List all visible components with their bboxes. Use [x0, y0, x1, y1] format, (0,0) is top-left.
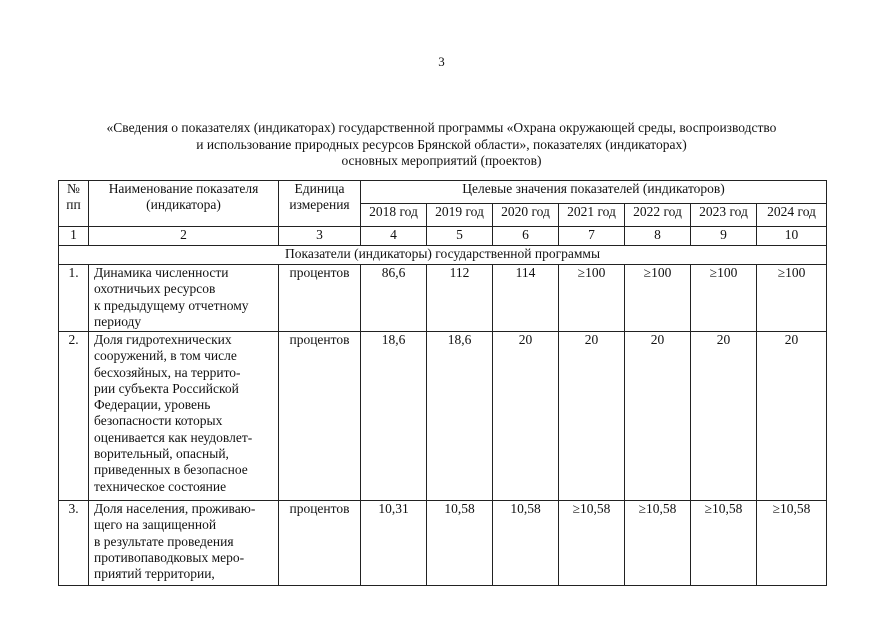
value-cell: 20	[757, 332, 827, 501]
header-num: № пп	[59, 181, 89, 227]
indicator-name-line: оценивается как неудовлет-	[94, 429, 253, 445]
value-cell: 18,6	[361, 332, 427, 501]
indicator-name-line: рии субъекта Российской	[94, 380, 239, 396]
header-year: 2021 год	[559, 204, 625, 227]
indicator-name-line: охотничьих ресурсов	[94, 281, 216, 297]
header-year: 2018 год	[361, 204, 427, 227]
title-line-3: основных мероприятий (проектов)	[341, 153, 542, 168]
table-row	[59, 332, 827, 501]
column-number: 3	[279, 227, 361, 246]
header-year: 2022 год	[625, 204, 691, 227]
indicator-name-line: Динамика численности	[94, 265, 229, 280]
unit-cell: процентов	[279, 501, 361, 586]
indicator-name	[89, 501, 279, 586]
column-number: 1	[59, 227, 89, 246]
indicator-name-line: приведенных в безопасное	[94, 462, 248, 478]
column-number: 9	[691, 227, 757, 246]
value-cell: 114	[493, 265, 559, 332]
table-row	[59, 265, 827, 332]
column-number: 7	[559, 227, 625, 246]
indicator-name-line: ворительный, опасный,	[94, 446, 229, 462]
header-row	[59, 181, 827, 204]
value-cell: 10,31	[361, 501, 427, 586]
indicator-name-line: противопаводковых меро-	[94, 549, 245, 565]
value-cell: ≥10,58	[757, 501, 827, 586]
header-targets: Целевые значения показателей (индикаторов)	[361, 181, 827, 204]
value-cell: ≥10,58	[691, 501, 757, 586]
value-cell: ≥10,58	[625, 501, 691, 586]
value-cell: ≥100	[691, 265, 757, 332]
title-line-1: «Сведения о показателях (индикаторах) государственной программы «Охрана окружающей среды, воспроизводство	[106, 120, 777, 135]
value-cell: 20	[625, 332, 691, 501]
indicator-name-line: к предыдущему отчетному	[94, 297, 249, 313]
value-cell: 86,6	[361, 265, 427, 332]
indicators-table	[58, 180, 827, 586]
indicator-name-line: сооружений, в том числе	[94, 348, 237, 364]
value-cell: 20	[691, 332, 757, 501]
indicator-name-line: в результате проведения	[94, 533, 234, 549]
column-number: 8	[625, 227, 691, 246]
header-year: 2020 год	[493, 204, 559, 227]
value-cell: 10,58	[493, 501, 559, 586]
indicator-name-line: безопасности которых	[94, 413, 223, 429]
header-year: 2024 год	[757, 204, 827, 227]
header-unit: Единица измерения	[279, 181, 361, 227]
column-number-row	[59, 227, 827, 246]
page-number: 3	[438, 54, 445, 69]
value-cell: 18,6	[427, 332, 493, 501]
header-year: 2023 год	[691, 204, 757, 227]
value-cell: ≥10,58	[559, 501, 625, 586]
indicator-name-line: периоду	[94, 313, 142, 329]
indicator-name-line: Федерации, уровень	[94, 397, 211, 413]
indicator-name	[89, 332, 279, 501]
indicator-name-line: Доля гидротехнических	[94, 332, 232, 347]
column-number: 10	[757, 227, 827, 246]
row-number: 3.	[59, 501, 89, 586]
value-cell: 20	[559, 332, 625, 501]
indicator-name	[89, 265, 279, 332]
section-row	[59, 246, 827, 265]
header-year: 2019 год	[427, 204, 493, 227]
section-title: Показатели (индикаторы) государственной программы	[59, 246, 827, 265]
value-cell: 20	[493, 332, 559, 501]
column-number: 5	[427, 227, 493, 246]
value-cell: 10,58	[427, 501, 493, 586]
value-cell: 112	[427, 265, 493, 332]
row-number: 2.	[59, 332, 89, 501]
title-line-2: и использование природных ресурсов Брянской области», показателях (индикаторах)	[196, 136, 687, 152]
value-cell: ≥100	[625, 265, 691, 332]
unit-cell: процентов	[279, 265, 361, 332]
indicator-name-line: щего на защищенной	[94, 517, 217, 533]
row-number: 1.	[59, 265, 89, 332]
unit-cell: процентов	[279, 332, 361, 501]
indicator-name-line: Доля населения, проживаю-	[94, 501, 256, 516]
value-cell: ≥100	[757, 265, 827, 332]
column-number: 4	[361, 227, 427, 246]
column-number: 2	[89, 227, 279, 246]
column-number: 6	[493, 227, 559, 246]
indicator-name-line: приятий территории,	[94, 566, 215, 582]
indicator-name-line: бесхозяйных, на террито-	[94, 364, 241, 380]
indicator-name-line: техническое состояние	[94, 478, 227, 494]
document-title	[40, 120, 843, 170]
value-cell: ≥100	[559, 265, 625, 332]
header-name: Наименование показателя (индикатора)	[89, 181, 279, 227]
table-row	[59, 501, 827, 586]
